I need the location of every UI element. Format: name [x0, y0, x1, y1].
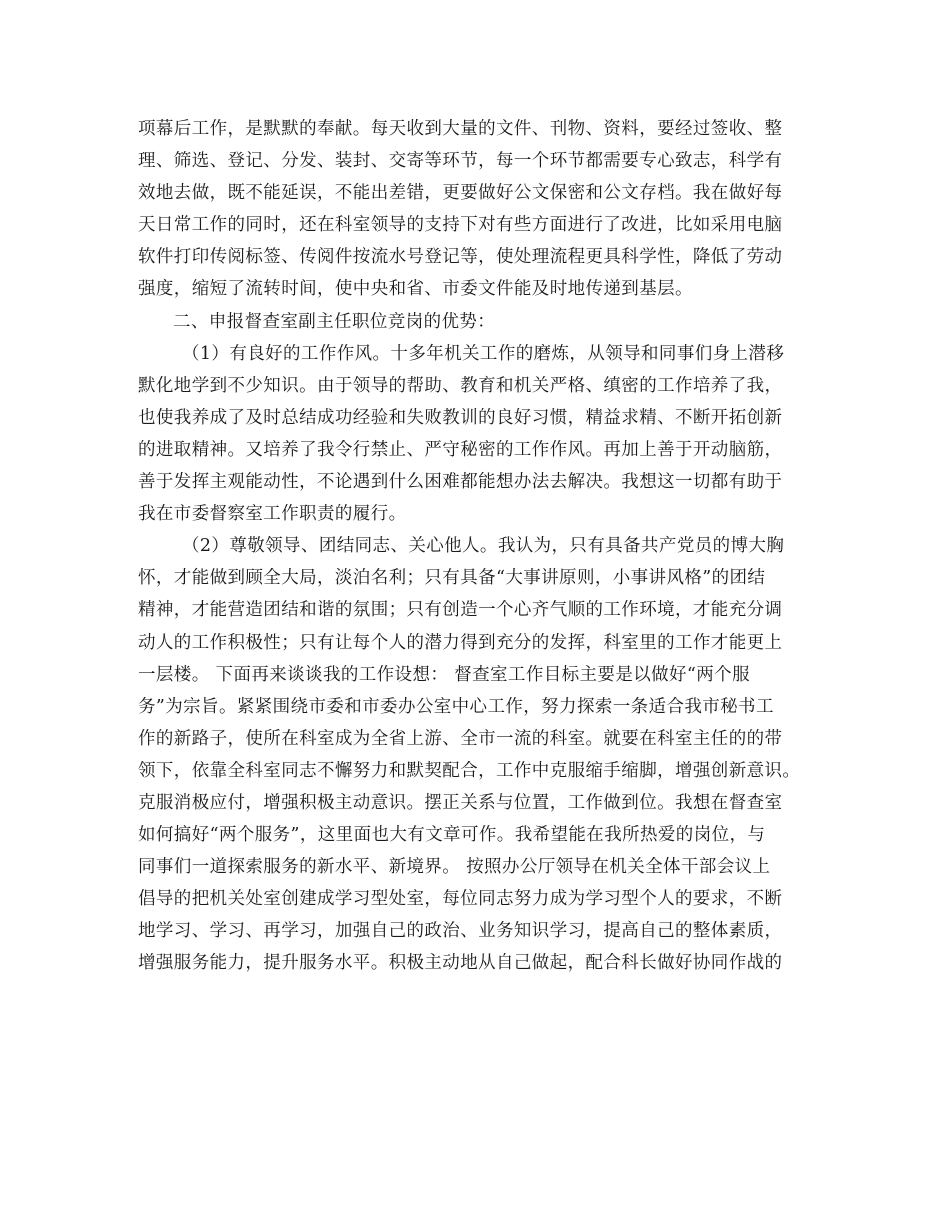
section-heading: 二、申报督查室副主任职位竞岗的优势： [173, 311, 496, 332]
text-line: 作的新路子，使所在科室成为全省上游、全市一流的科室。就要在科室主任的的带 [138, 728, 783, 749]
text-line: 地学习、学习、再学习，加强自己的政治、业务知识学习，提高自己的整体素质， [138, 921, 783, 942]
text-line: 默化地学到不少知识。由于领导的帮助、教育和机关严格、缜密的工作培养了我， [138, 375, 783, 396]
document-body [138, 113, 824, 980]
text-line: 倡导的把机关处室创建成学习型处室，每位同志努力成为学习型个人的要求，不断 [138, 889, 783, 910]
text-line: 如何搞好“两个服务”，这里面也大有文章可作。我希望能在我所热爱的岗位，与 [138, 825, 766, 846]
text-line: 的进取精神。又培养了我令行禁止、严守秘密的工作作风。再加上善于开动脑筋， [138, 439, 783, 460]
text-line: 务”为宗旨。紧紧围绕市委和市委办公室中心工作，努力探索一条适合我市秘书工 [138, 696, 774, 717]
text-line: 强度，缩短了流转时间，使中央和省、市委文件能及时地传递到基层。 [138, 279, 693, 300]
text-line: 也使我养成了及时总结成功经验和失败教训的良好习惯，精益求精、不断开拓创新 [138, 407, 783, 428]
paragraph-start: （1）有良好的工作作风。十多年机关工作的磨炼，从领导和同事们身上潜移 [182, 343, 785, 364]
text-line: 善于发挥主观能动性，不论遇到什么困难都能想办法去解决。我想这一切都有助于 [138, 472, 783, 493]
text-line: 天日常工作的同时，还在科室领导的支持下对有些方面进行了改进，比如采用电脑 [138, 215, 783, 236]
text-line: 怀，才能做到顾全大局，淡泊名利；只有具备“大事讲原则，小事讲风格”的团结 [138, 568, 766, 589]
text-line: 项幕后工作，是默默的奉献。每天收到大量的文件、刊物、资料，要经过签收、整 [138, 119, 783, 139]
text-line: 动人的工作积极性；只有让每个人的潜力得到充分的发挥，科室里的工作才能更上 [138, 632, 783, 653]
text-line: 领下，依靠全科室同志不懈努力和默契配合，工作中克服缩手缩脚，增强创新意识。 [138, 760, 801, 781]
text-line: 我在市委督察室工作职责的履行。 [138, 504, 407, 525]
text-line: 效地去做，既不能延误，不能出差错，更要做好公文保密和公文存档。我在做好每 [138, 183, 783, 204]
text-line: 克服消极应付，增强积极主动意识。摆正关系与位置，工作做到位。我想在督查室 [138, 792, 783, 813]
text-line: 一层楼。 下面再来谈谈我的工作设想： 督查室工作目标主要是以做好“两个服 [138, 664, 750, 685]
text-line: 同事们一道探索服务的新水平、新境界。 按照办公厅领导在机关全体干部会议上 [138, 857, 771, 878]
text-line: 理、筛选、登记、分发、装封、交寄等环节，每一个环节都需要专心致志，科学有 [138, 151, 783, 172]
paragraph-start: （2）尊敬领导、团结同志、关心他人。我认为，只有具备共产党员的博大胸 [182, 536, 785, 557]
text-line: 软件打印传阅标签、传阅件按流水号登记等，使处理流程更具科学性，降低了劳动 [138, 247, 783, 268]
text-line: 精神，才能营造团结和谐的氛围；只有创造一个心齐气顺的工作环境，才能充分调 [138, 600, 783, 621]
text-line: 增强服务能力，提升服务水平。积极主动地从自己做起，配合科长做好协同作战的 [138, 953, 783, 974]
